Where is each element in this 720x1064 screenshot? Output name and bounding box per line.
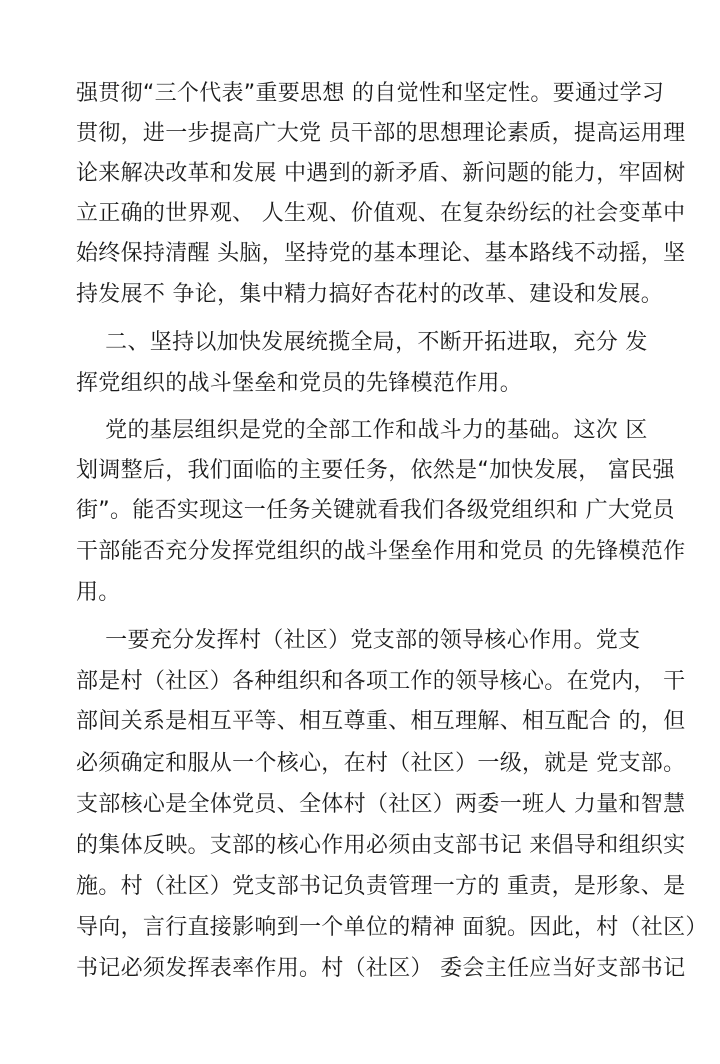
text-line: 强贯彻“三个代表”重要思想 的自觉性和坚定性。要通过学习 bbox=[76, 81, 665, 106]
text-line: 街”。能否实现这一任务关键就看我们各级党组织和 广大党员 bbox=[76, 498, 675, 523]
text-line: 支部核心是全体党员、全体村（社区）两委一班人 力量和智慧 bbox=[76, 792, 686, 817]
text-line: 的集体反映。支部的核心作用必须由支部书记 来倡导和组织实 bbox=[76, 833, 686, 858]
text-line: 施。村（社区）党支部书记负责管理一方的 重责，是形象、是 bbox=[76, 874, 686, 899]
text-line: 贯彻，进一步提高广大党 员干部的思想理论素质，提高运用理 bbox=[76, 121, 686, 146]
text-line: 部间关系是相互平等、相互尊重、相互理解、相互配合 的，但 bbox=[76, 709, 686, 734]
section-heading: 挥党组织的战斗堡垒和党员的先锋模范作用。 bbox=[76, 371, 523, 396]
text-line: 始终保持清醒 头脑，坚持党的基本理论、基本路线不动摇，坚 bbox=[76, 241, 686, 266]
text-line: 持发展不 争论，集中精力搞好杏花村的改革、建设和发展。 bbox=[76, 282, 664, 307]
text-line: 用。 bbox=[76, 580, 121, 605]
text-line: 部是村（社区）各种组织和各项工作的领导核心。在党内， 干 bbox=[76, 669, 686, 694]
section-heading: 二、坚持以加快发展统揽全局，不断开拓进取，充分 发 bbox=[76, 330, 648, 355]
text-line: 干部能否充分发挥党组织的战斗堡垒作用和党员 的先锋模范作 bbox=[76, 539, 686, 564]
text-line: 划调整后，我们面临的主要任务，依然是“加快发展， 富民强 bbox=[76, 458, 675, 483]
text-line: 一要充分发挥村（社区）党支部的领导核心作用。党支 bbox=[76, 628, 641, 653]
text-line: 立正确的世界观、 人生观、价值观、在复杂纷纭的社会变革中 bbox=[76, 201, 686, 226]
text-line: 导向，言行直接影响到一个单位的精神 面貌。因此，村（社区） bbox=[76, 915, 708, 940]
text-line: 书记必须发挥表率作用。村（社区） 委会主任应当好支部书记 bbox=[76, 956, 686, 981]
text-line: 党的基层组织是党的全部工作和战斗力的基础。这次 区 bbox=[76, 418, 648, 443]
text-line: 必须确定和服从一个核心，在村（社区）一级，就是 党支部。 bbox=[76, 751, 686, 776]
text-line: 论来解决改革和发展 中遇到的新矛盾、新问题的能力，牢固树 bbox=[76, 161, 686, 186]
